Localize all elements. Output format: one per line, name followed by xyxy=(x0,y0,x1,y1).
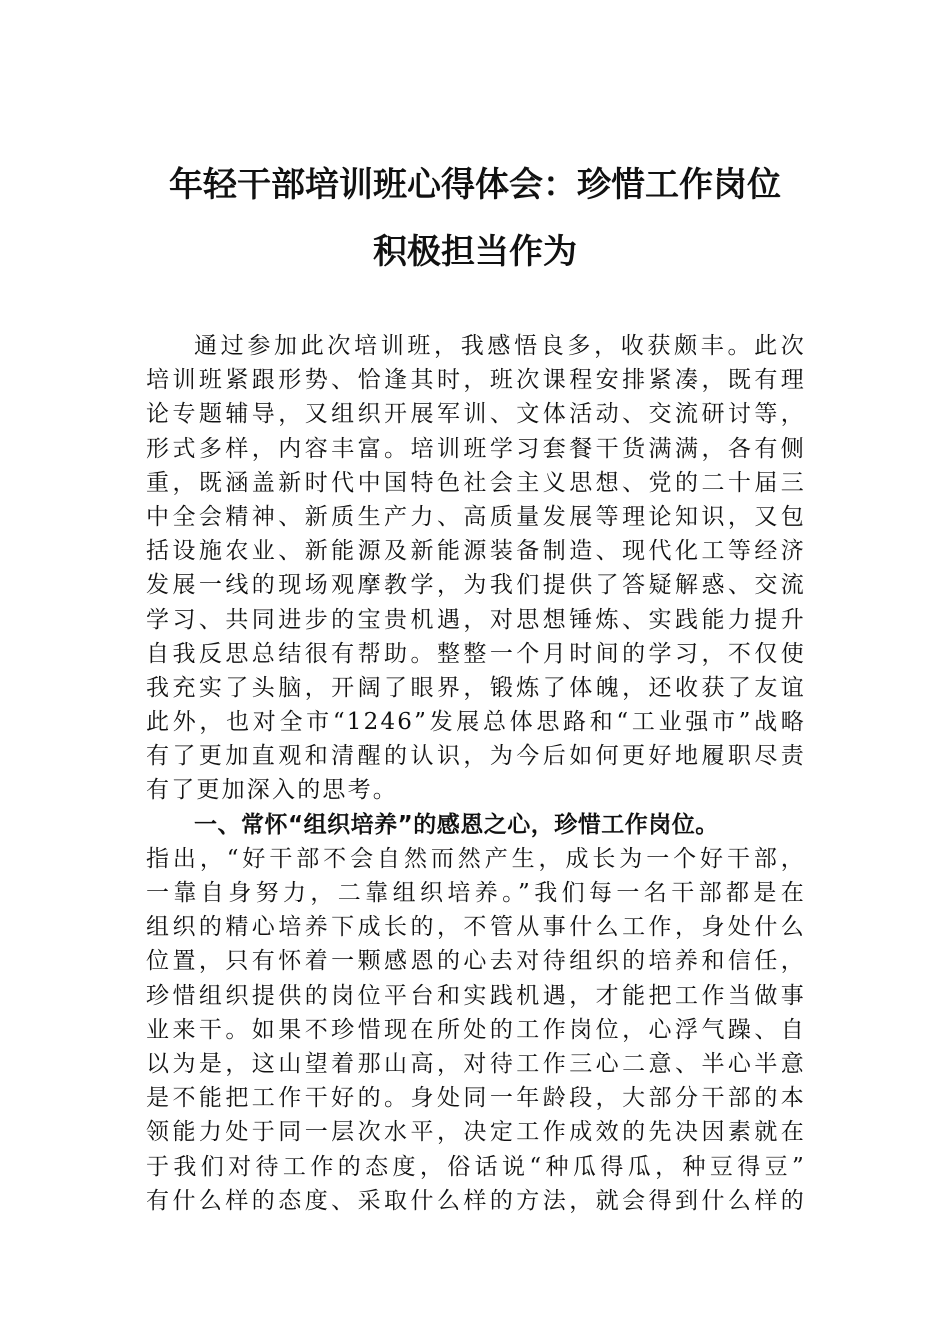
paragraph-line: 发展一线的现场观摩教学，为我们提供了答疑解惑、交流 xyxy=(146,572,806,599)
paragraph-line: 有了更加直观和清醒的认识，为今后如何更好地履职尽责 xyxy=(146,743,806,770)
paragraph-line: 有什么样的态度、采取什么样的方法，就会得到什么样的 xyxy=(146,1187,806,1214)
paragraph-line: 学习、共同进步的宝贵机遇，对思想锤炼、实践能力提升 xyxy=(146,606,806,633)
paragraph-line: 于我们对待工作的态度，俗话说“种瓜得瓜，种豆得豆” xyxy=(146,1153,806,1180)
paragraph-line: 以为是，这山望着那山高，对待工作三心二意、半心半意 xyxy=(146,1050,806,1077)
paragraph-intro xyxy=(146,329,806,1218)
paragraph-line: 组织的精心培养下成长的，不管从事什么工作，身处什么 xyxy=(146,914,806,941)
document-title-line-2: 积极担当作为 xyxy=(373,232,577,272)
paragraph-line: 自我反思总结很有帮助。整整一个月时间的学习，不仅使 xyxy=(146,640,806,667)
paragraph-line: 有了更加深入的思考。 xyxy=(146,777,398,804)
paragraph-line: 此外，也对全市“1246”发展总体思路和“工业强市”战略 xyxy=(146,709,806,736)
paragraph-line: 中全会精神、新质生产力、高质量发展等理论知识，又包 xyxy=(146,503,806,530)
paragraph-line: 是不能把工作干好的。身处同一年龄段，大部分干部的本 xyxy=(146,1085,806,1112)
paragraph-line: 一靠自身努力，二靠组织培养。”我们每一名干部都是在 xyxy=(146,880,806,906)
paragraph-line: 业来干。如果不珍惜现在所处的工作岗位，心浮气躁、自 xyxy=(146,1016,806,1043)
paragraph-line: 培训班紧跟形势、恰逢其时，班次课程安排紧凑，既有理 xyxy=(146,367,806,394)
paragraph-line: 我充实了头脑，开阔了眼界，锻炼了体魄，还收获了友谊 xyxy=(146,674,806,701)
paragraph-line: 位置，只有怀着一颗感恩的心去对待组织的培养和信任， xyxy=(146,948,806,975)
paragraph-line: 珍惜组织提供的岗位平台和实践机遇，才能把工作当做事 xyxy=(146,982,806,1009)
paragraph-line: 领能力处于同一层次水平，决定工作成效的先决因素就在 xyxy=(146,1119,806,1146)
paragraph-line: 形式多样，内容丰富。培训班学习套餐干货满满，各有侧 xyxy=(146,435,806,462)
paragraph-line: 论专题辅导，又组织开展军训、文体活动、交流研讨等， xyxy=(146,401,806,428)
document-title-line-1: 年轻干部培训班心得体会：珍惜工作岗位 xyxy=(169,165,781,205)
paragraph-line: 指出，“好干部不会自然而然产生，成长为一个好干部， xyxy=(146,845,806,872)
paragraph-line: 括设施农业、新能源及新能源装备制造、现代化工等经济 xyxy=(146,538,806,565)
paragraph-line: 重，既涵盖新时代中国特色社会主义思想、党的二十届三 xyxy=(146,469,806,496)
section-heading: 一、常怀“组织培养”的感恩之心，珍惜工作岗位。 xyxy=(194,811,719,838)
paragraph-line: 通过参加此次培训班，我感悟良多，收获颇丰。此次 xyxy=(194,333,806,359)
